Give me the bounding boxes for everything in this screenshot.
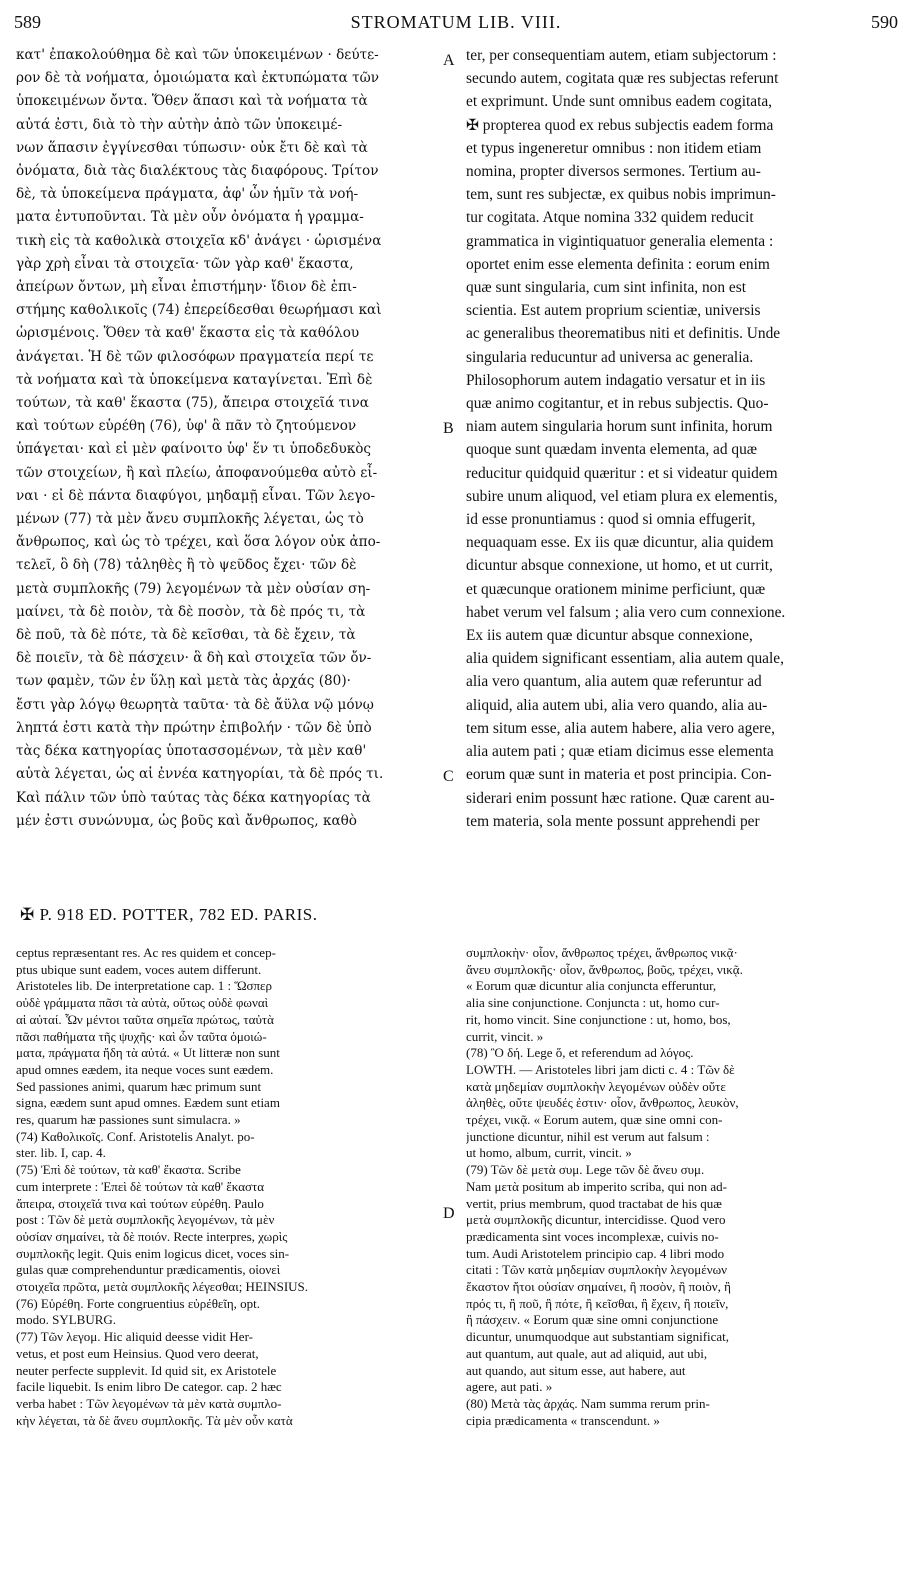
footnote-line: (80) Μετὰ τὰς ἀρχάς. Nam summa rerum prin-: [466, 1395, 710, 1411]
edition-note: ✠ P. 918 ED. POTTER, 782 ED. PARIS.: [20, 905, 318, 924]
footnote-line: συμπλοκὴν· οἷον, ἄνθρωπος τρέχει, ἄνθρωπος νικᾷ·: [466, 945, 738, 960]
footnote-line: ut homo, album, currit, vincit. »: [466, 1145, 632, 1161]
greek-text-line: τικὴ εἰς τὰ καθολικὰ στοιχεῖα κδ' ἀνάγει · ὡρισμένα: [16, 232, 382, 249]
footnote-line: vetus, et post eum Heinsius. Quod vero deerat,: [16, 1345, 259, 1361]
greek-text-line: ἄνθρωπος, καὶ ὡς τὸ τρέχει, καὶ ὅσα λόγον οὐκ ἀπο-: [16, 534, 381, 551]
latin-text-line: ✠ propterea quod ex rebus subjectis eadem forma: [466, 116, 774, 134]
footnote-line: cipia prædicamenta « transcendunt. »: [466, 1412, 660, 1428]
footnote-line: tum. Audi Aristotelem principio cap. 4 libri modo: [466, 1245, 725, 1261]
footnote-line: signa, eædem sunt apud omnes. Eædem sunt etiam: [16, 1095, 280, 1111]
footnote-line: ματα, πράγματα ἤδη τὰ αὐτά. « Ut litteræ non sunt: [16, 1045, 280, 1061]
footnotes-left-column: [16, 945, 440, 1581]
footnote-line: modo. SYLBURG.: [16, 1312, 117, 1328]
latin-text-line: oportet enim esse elementa definita : eorum enim: [466, 255, 770, 273]
footnote-line: res, quarum hæ passiones sunt simulacra. »: [16, 1112, 241, 1128]
margin-letter-d: D: [443, 1205, 455, 1222]
footnote-line: alia sine conjunctione. Conjuncta : ut, homo cur-: [466, 995, 720, 1011]
footnote-line: ἀληθὲς, οὔτε ψευδές ἐστιν· οἷον, ἄνθρωπος, λευκὸν,: [466, 1095, 739, 1111]
greek-text-line: ρον δὲ τὰ νοήματα, ὁμοιώματα καὶ ἐκτυπώματα τῶν: [16, 70, 380, 87]
latin-text-line: tur cogitata. Atque nomina 332 quidem reducit: [466, 209, 754, 227]
greek-text-line: ἀνάγεται. Ἡ δὲ τῶν φιλοσόφων πραγματεία περί τε: [16, 348, 374, 365]
footnote-line: « Eorum quæ dicuntur alia conjuncta efferuntur,: [466, 978, 717, 994]
greek-text-line: ἀπείρων ὄντων, μὴ εἶναι ἐπιστήμην· ἴδιον δὲ ἐπι-: [16, 279, 357, 296]
footnote-line: ster. lib. I, cap. 4.: [16, 1145, 106, 1161]
latin-text-line: quæ sunt singularia, cum sint infinita, non est: [466, 279, 746, 297]
greek-text-line: ὑποκειμένων ὄντα. Ὅθεν ἅπασι καὶ τὰ νοήματα τὰ: [16, 93, 368, 110]
footnotes-right-column: [466, 945, 894, 1581]
greek-text-line: τὰ νοήματα καὶ τὰ ὑποκείμενα καταγίνεται. Ἐπὶ δὲ: [16, 371, 373, 388]
greek-text-line: αὐτά ἐστι, διὰ τὸ τὴν αὐτὴν ἀπὸ τῶν ὑποκειμέ-: [16, 116, 343, 133]
greek-text-line: τὰς δέκα κατηγορίας ὑποτασσομένων, τὰ μὲν καθ': [16, 743, 367, 760]
footnote-line: ἄπειρα, στοιχεῖά τινα καὶ τούτων εὑρέθη. Paulo: [16, 1195, 264, 1211]
footnote-line: neuter perfecte supplevit. Id quid sit, ex Aristotele: [16, 1362, 277, 1378]
greek-text-line: ὑπάγεται· καὶ εἰ μὲν φαίνοιτο ὑφ' ἕν τι ὑποδεδυκὸς: [16, 441, 372, 458]
footnote-line: facile liquebit. Is enim libro De categor. cap. 2 hæc: [16, 1379, 282, 1395]
latin-text-line: tem materia, sola mente possunt apprehendi per: [466, 812, 760, 830]
latin-text-line: habet verum vel falsum ; alia vero cum connexione.: [466, 603, 786, 621]
footnote-line: Sed passiones animi, quarum hæc primum sunt: [16, 1078, 262, 1094]
footnote-line: οὐδὲ γράμματα πᾶσι τὰ αὐτὰ, οὕτως οὐδὲ φωναὶ: [16, 995, 269, 1011]
greek-text-line: ὀνόματα, διὰ τὰς διαλέκτους τὰς διαφόρους. Τρίτον: [16, 163, 379, 180]
footnote-line: στοιχεῖα πρῶτα, μετὰ συμπλοκῆς λέγεσθαι; HEINSIUS.: [16, 1279, 309, 1295]
latin-text-line: et exprimunt. Unde sunt omnibus eadem cogitata,: [466, 93, 773, 111]
page-number-left: 589: [14, 12, 41, 32]
footnote-line: verba habet : Τῶν λεγομένων τὰ μὲν κατὰ συμπλο-: [16, 1395, 282, 1411]
latin-text-line: scientia. Est autem proprium scientiæ, universis: [466, 302, 761, 320]
footnote-line: Aristoteles lib. De interpretatione cap. 1 : Ὥσπερ: [16, 978, 273, 994]
footnote-line: currit, vincit. »: [466, 1028, 544, 1044]
latin-text-line: nomina, propter diversos sermones. Tertium au-: [466, 163, 761, 181]
latin-text-line: Philosophorum autem indagatio versatur et in iis: [466, 371, 766, 389]
greek-text-line: ἔστι γὰρ λόγῳ θεωρητὰ ταῦτα· τὰ δὲ ἄϋλα νῷ μόνῳ: [16, 696, 374, 713]
margin-letter-c: C: [443, 768, 454, 785]
latin-text-line: alia autem pati ; quæ etiam dicimus esse elementa: [466, 743, 774, 761]
running-title: STROMATUM LIB. VIII.: [350, 12, 562, 32]
greek-text-column: [16, 44, 440, 894]
latin-text-line: secundo autem, cogitata quæ res subjectas referunt: [466, 70, 779, 88]
footnote-line: πρός τι, ἢ ποῦ, ἢ πότε, ἢ κεῖσθαι, ἢ ἔχειν, ἢ ποιεῖν,: [466, 1295, 729, 1311]
latin-text-line: tem situm esse, alia autem habere, alia vero agere,: [466, 719, 775, 737]
footnote-line: Nam μετὰ positum ab imperito scriba, qui non ad-: [466, 1178, 727, 1194]
latin-text-line: tem, sunt res subjectæ, ex quibus nobis imprimun-: [466, 186, 776, 204]
latin-text-line: grammatica in vigintiquatuor generalia elementa :: [466, 232, 774, 250]
running-header: [14, 12, 898, 38]
latin-text-line: et quæcunque orationem minime perficiunt, quæ: [466, 580, 766, 598]
footnote-line: (74) Καθολικοῖς. Conf. Aristotelis Analyt. po-: [16, 1128, 255, 1144]
latin-text-line: ac generalibus theorematibus niti et definitis. Unde: [466, 325, 781, 343]
footnote-line: (78) Ὃ δή. Lege ὅ, et referendum ad λόγος.: [466, 1045, 694, 1061]
footnote-line: μετὰ συμπλοκῆς dicuntur, intercidisse. Quod vero: [466, 1212, 726, 1228]
footnote-line: (76) Εὑρέθη. Forte congruentius εὑρέθεῖη, opt.: [16, 1295, 261, 1311]
greek-text-line: ναι · εἰ δὲ πάντα διαφύγοι, μηδαμῇ εἶναι. Τῶν λεγο-: [16, 487, 376, 504]
greek-text-line: μαίνει, τὰ δὲ ποιὸν, τὰ δὲ ποσὸν, τὰ δὲ πρός τι, τὰ: [16, 603, 366, 620]
greek-text-line: νων ἅπασιν ἐγγίνεσθαι τύπωσιν· οὐκ ἔτι δὲ καὶ τὰ: [16, 139, 368, 156]
latin-text-line: siderari enim possunt hæc ratione. Quæ carent au-: [466, 789, 775, 807]
latin-text-line: dicuntur absque connexione, ut homo, et ut currit,: [466, 557, 773, 575]
footnote-line: rit, homo vincit. Sine conjunctione : ut, homo, bos,: [466, 1011, 731, 1027]
latin-text-line: aliquid, alia autem ubi, alia vero quando, alia au-: [466, 696, 768, 714]
footnote-line: gulas quæ comprehenduntur prædicamentis, οἱονεὶ: [16, 1262, 281, 1278]
greek-text-line: μένων (77) τὰ μὲν ἄνευ συμπλοκῆς λέγεται, ὡς τὸ: [16, 511, 364, 528]
greek-text-line: ὡρισμένοις. Ὅθεν τὰ καθ' ἕκαστα εἰς τὰ καθόλου: [16, 325, 360, 342]
greek-text-line: κατ' ἐπακολούθημα δὲ καὶ τῶν ὑποκειμένων · δεύτε-: [16, 47, 379, 63]
page-number-right: 590: [871, 12, 898, 32]
latin-text-line: alia vero quantum, alia autem quæ referuntur ad: [466, 673, 762, 691]
latin-text-line: subire unum aliquod, vel etiam plura ex elementis,: [466, 487, 778, 505]
footnote-line: οὐσίαν σημαίνει, τὰ δὲ ποιόν. Recte interpres, χωρὶς: [16, 1228, 288, 1244]
latin-text-line: id esse pronuntiamus : quod si omnia effugerit,: [466, 511, 756, 529]
footnote-line: συμπλοκῆς legit. Quis enim logicus dicet, voces sin-: [16, 1245, 290, 1261]
footnote-line: τρέχει, νικᾷ. « Eorum autem, quæ sine omni con-: [466, 1112, 723, 1128]
margin-letter-b: B: [443, 420, 454, 437]
footnote-line: ἕκαστον ἤτοι οὐσίαν σημαίνει, ἢ ποσὸν, ἢ ποιὸν, ἢ: [466, 1279, 731, 1295]
footnote-line: (79) Τῶν δὲ μετὰ συμ. Lege τῶν δὲ ἄνευ συμ.: [466, 1162, 705, 1178]
greek-text-line: τούτων, τὰ καθ' ἕκαστα (75), ἄπειρα στοιχεῖά τινα: [16, 395, 369, 412]
footnote-line: aut quantum, aut quale, aut ad aliquid, aut ubi,: [466, 1345, 708, 1361]
greek-text-line: ματα ἐντυποῦνται. Τὰ μὲν οὖν ὀνόματα ἡ γραμμα-: [16, 209, 364, 226]
footnote-line: ptus ubique sunt eadem, voces autem differunt.: [16, 961, 262, 977]
footnote-line: LOWTH. — Aristoteles libri jam dicti c. 4 : Τῶν δὲ: [466, 1061, 735, 1077]
footnote-line: αἱ αὐταί. Ὧν μέντοι ταῦτα σημεῖα πρώτως, ταὐτὰ: [16, 1011, 274, 1027]
greek-text-line: καὶ τούτων εὑρέθη (76), ὑφ' ἃ πᾶν τὸ ζητούμενον: [16, 418, 357, 435]
footnote-line: post : Τῶν δὲ μετὰ συμπλοκῆς λεγομένων, τὰ μὲν: [16, 1212, 275, 1228]
latin-text-line: quoque sunt quædam inventa elementa, ad quæ: [466, 441, 758, 459]
footnote-line: vertit, prius membrum, quod tractabat de his quæ: [466, 1195, 722, 1211]
greek-text-line: ληπτά ἐστι κατὰ τὴν πρώτην ἐπιβολήν · τῶν δὲ ὑπὸ: [16, 719, 372, 736]
latin-text-line: ter, per consequentiam autem, etiam subjectorum :: [466, 47, 777, 64]
latin-text-line: eorum quæ sunt in materia et post principia. Con-: [466, 766, 772, 784]
greek-text-line: αὑτὰ λέγεται, ὡς αἱ ἐννέα κατηγορίαι, τὰ δὲ πρός τι.: [16, 766, 384, 783]
latin-text-line: alia quidem significant essentiam, alia autem quale,: [466, 650, 784, 668]
greek-text-line: μέν ἐστι συνώνυμα, ὡς βοῦς καὶ ἄνθρωπος, καθὸ: [16, 812, 357, 829]
greek-text-line: δὲ ποιεῖν, τὰ δὲ πάσχειν· ἃ δὴ καὶ στοιχεῖα τῶν ὄν-: [16, 650, 372, 667]
latin-text-line: quæ animo cogitantur, et in rebus subjectis. Quo-: [466, 395, 769, 413]
latin-text-line: nequaquam esse. Ex iis quæ dicuntur, alia quidem: [466, 534, 774, 552]
latin-text-line: Ex iis autem quæ dicuntur absque connexione,: [466, 627, 753, 645]
greek-text-line: στήμης καθολικοῖς (74) ἐπερείδεσθαι θεωρήμασι καὶ: [16, 302, 382, 319]
footnote-line: aut quando, aut situm esse, aut habere, aut: [466, 1362, 686, 1378]
footnote-line: πᾶσι παθήματα τῆς ψυχῆς· καὶ ὧν ταῦτα ὁμοιώ-: [16, 1028, 267, 1044]
footnote-line: (75) Ἐπὶ δὲ τούτων, τὰ καθ' ἕκαστα. Scribe: [16, 1162, 241, 1178]
footnote-line: cum interprete : Ἐπεὶ δὲ τούτων τὰ καθ' ἕκαστα: [16, 1178, 265, 1194]
margin-letter-a: A: [443, 52, 455, 69]
footnote-line: ceptus repræsentant res. Ac res quidem et concep-: [16, 945, 276, 960]
greek-text-line: δὲ, τὰ ὑποκείμενα πράγματα, ἀφ' ὧν ἡμῖν τὰ νοή-: [16, 186, 359, 203]
footnote-line: dicuntur, unumquodque aut substantiam significat,: [466, 1329, 730, 1345]
footnote-line: junctione dicuntur, nihil est verum aut falsum :: [466, 1128, 710, 1144]
footnote-line: agere, aut pati. »: [466, 1379, 553, 1395]
latin-text-line: reducitur quidquid quæritur : et si videatur quidem: [466, 464, 778, 482]
footnote-line: ἄνευ συμπλοκῆς· οἷον, ἄνθρωπος, βοῦς, τρέχει, νικᾷ.: [466, 961, 743, 977]
footnote-line: prædicamenta sint voces incomplexæ, cuivis no-: [466, 1228, 719, 1244]
greek-text-line: δὲ ποῦ, τὰ δὲ πότε, τὰ δὲ κεῖσθαι, τὰ δὲ ἔχειν, τὰ: [16, 627, 356, 644]
greek-text-line: τῶν στοιχείων, ἢ καὶ πλείω, ἀποφανούμεθα αὐτὸ εἶ-: [16, 464, 378, 481]
footnote-line: apud omnes eædem, ita neque voces sunt eædem.: [16, 1061, 274, 1077]
latin-text-line: et typus ingeneretur omnibus : non itidem etiam: [466, 139, 762, 157]
greek-text-line: γὰρ χρὴ εἶναι τὰ στοιχεῖα· τῶν γὰρ καθ' ἕκαστα,: [16, 255, 354, 272]
footnote-line: κὴν λέγεται, τὰ δὲ ἄνευ συμπλοκῆς. Τὰ μὲν οὖν κατὰ: [16, 1412, 293, 1428]
footnote-line: citati : Τῶν κατὰ μηδεμίαν συμπλοκὴν λεγομένων: [466, 1262, 728, 1278]
footnote-line: (77) Τῶν λεγομ. Hic aliquid deesse vidit Her-: [16, 1329, 253, 1345]
greek-text-line: τελεῖ, ὃ δὴ (78) τἀληθὲς ἢ τὸ ψεῦδος ἔχει· τῶν δὲ: [16, 557, 357, 574]
latin-text-line: niam autem singularia horum sunt infinita, horum: [466, 418, 773, 436]
latin-text-line: singularia reducuntur ad universa ac generalia.: [466, 348, 754, 366]
footnote-line: κατὰ μηδεμίαν συμπλοκὴν λεγομένων οὐδὲν οὔτε: [466, 1078, 726, 1094]
greek-text-line: των φαμὲν, τῶν ἐν ὕλῃ καὶ μετὰ τὰς ἀρχάς (80)·: [16, 673, 351, 690]
greek-text-line: Καὶ πάλιν τῶν ὑπὸ ταύτας τὰς δέκα κατηγορίας τὰ: [16, 789, 371, 806]
footnote-line: ἢ πάσχειν. « Eorum quæ sine omni conjunctione: [466, 1312, 719, 1328]
greek-text-line: μετὰ συμπλοκῆς (79) λεγομένων τὰ μὲν οὐσίαν ση-: [16, 580, 371, 597]
latin-text-column: [466, 44, 890, 894]
